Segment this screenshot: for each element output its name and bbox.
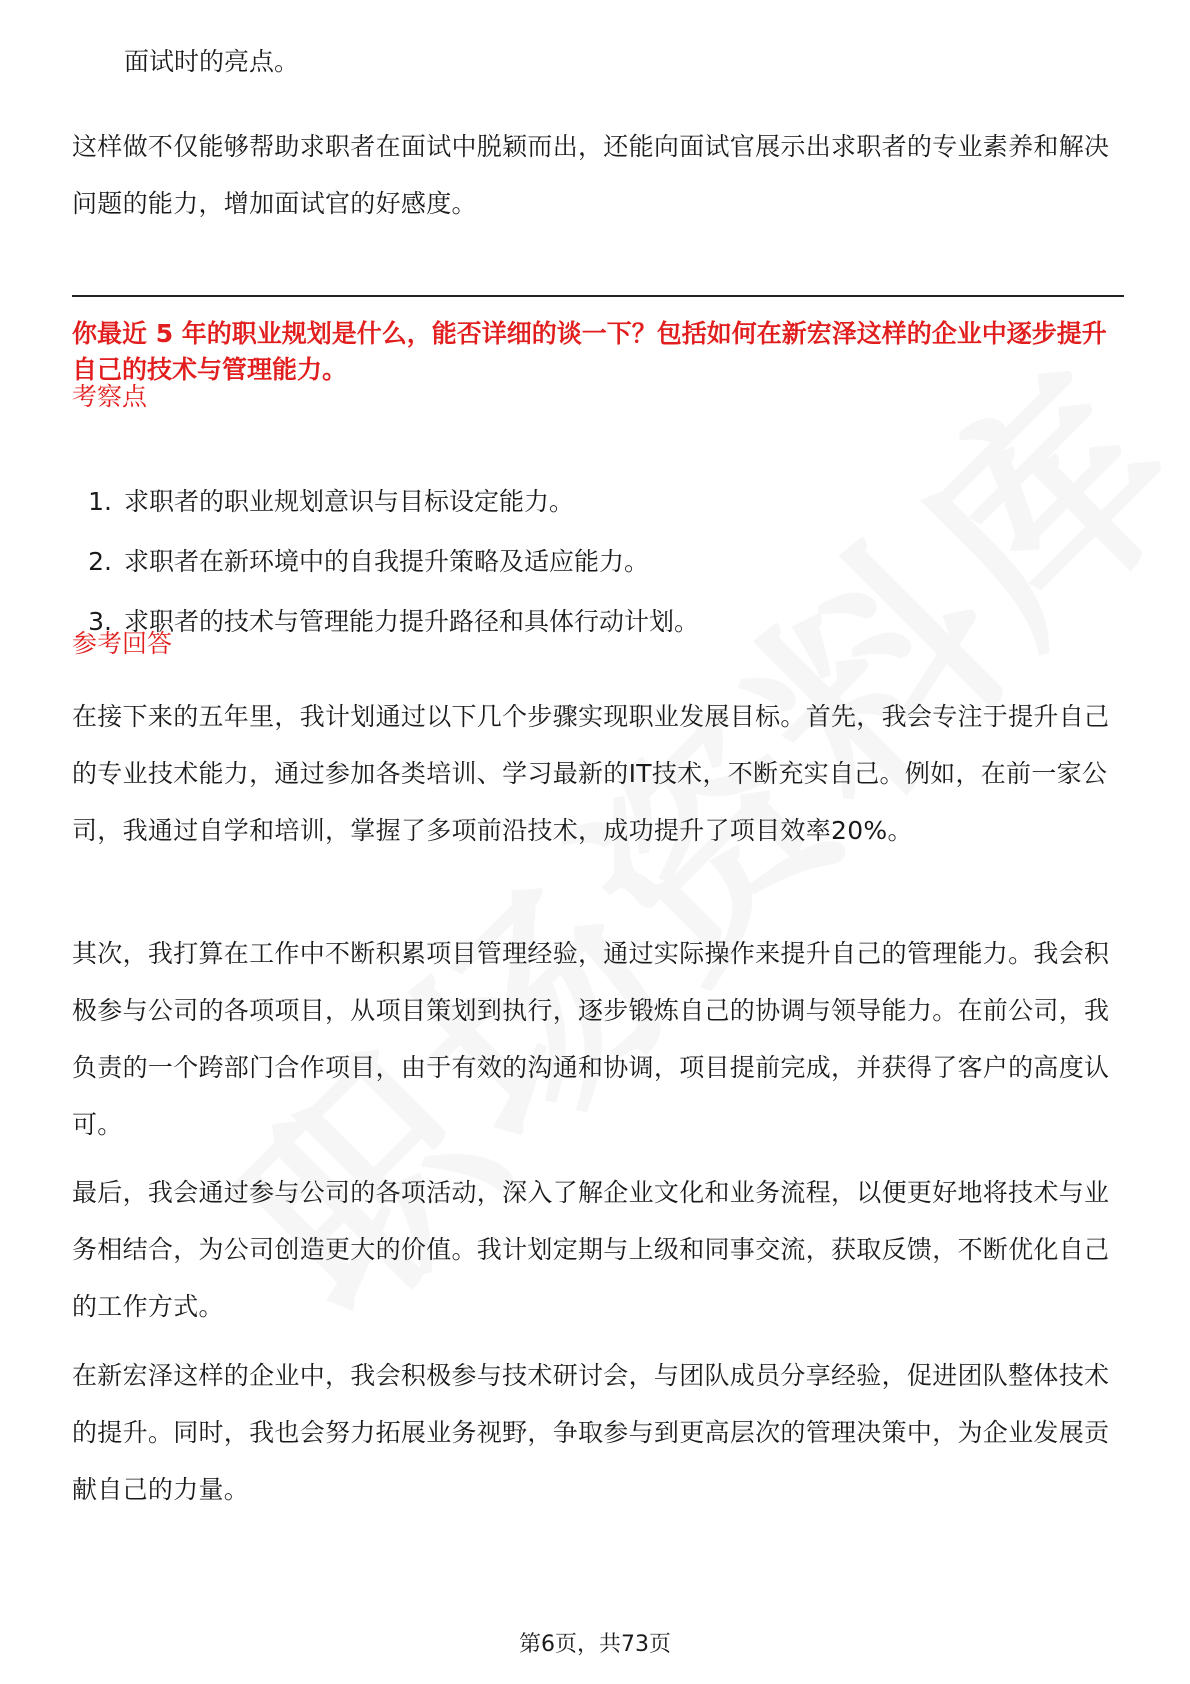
list-item xyxy=(72,485,699,545)
answer-paragraph: 其次，我打算在工作中不断积累项目管理经验，通过实际操作来提升自己的管理能力。我会积极参与公司的各项项目，从项目策划到执行，逐步锻炼自己的协调与领导能力。在前公司，我负责的一个跨部门合作项目，由于有效的沟通和协调，项目提前完成，并获得了客户的高度认可。 xyxy=(72,939,1110,1139)
list-item-number: 1. xyxy=(88,487,112,516)
answer-paragraph: 在新宏泽这样的企业中，我会积极参与技术研讨会，与团队成员分享经验，促进团队整体技术的提升。同时，我也会努力拓展业务视野，争取参与到更高层次的管理决策中，为企业发展贡献自己的力量。 xyxy=(72,1361,1110,1504)
list-item-number: 2. xyxy=(88,547,112,576)
answer-paragraph: 最后，我会通过参与公司的各项活动，深入了解企业文化和业务流程，以便更好地将技术与业务相结合，为公司创造更大的价值。我计划定期与上级和同事交流，获取反馈，不断优化自己的工作方式。 xyxy=(72,1178,1110,1321)
interview-question: 你最近 5 年的职业规划是什么，能否详细的谈一下？包括如何在新宏泽这样的企业中逐步提升自己的技术与管理能力。 xyxy=(72,319,1107,384)
answer-title: 参考回答 xyxy=(72,629,173,658)
list-item-text: 求职者的技术与管理能力提升路径和具体行动计划。 xyxy=(124,607,700,636)
intro-paragraph: 这样做不仅能够帮助求职者在面试中脱颖而出，还能向面试官展示出求职者的专业素养和解决问题的能力，增加面试官的好感度。 xyxy=(72,132,1110,218)
answer-paragraph: 在接下来的五年里，我计划通过以下几个步骤实现职业发展目标。首先，我会专注于提升自己的专业技术能力，通过参加各类培训、学习最新的IT技术，不断充实自己。例如，在前一家公司，我通过自学和培训，掌握了多项前沿技术，成功提升了项目效率20%。 xyxy=(72,702,1110,845)
list-item-text: 求职者的职业规划意识与目标设定能力。 xyxy=(124,487,575,516)
list-item xyxy=(72,545,699,605)
list-item-text: 求职者在新环境中的自我提升策略及适应能力。 xyxy=(124,547,650,576)
section-divider xyxy=(72,295,1124,297)
list-item-number: 3. xyxy=(88,607,112,636)
continuation-text: 面试时的亮点。 xyxy=(124,47,300,76)
assessment-title: 考察点 xyxy=(72,382,148,411)
page-footer: 第6页，共73页 xyxy=(519,1632,671,1657)
